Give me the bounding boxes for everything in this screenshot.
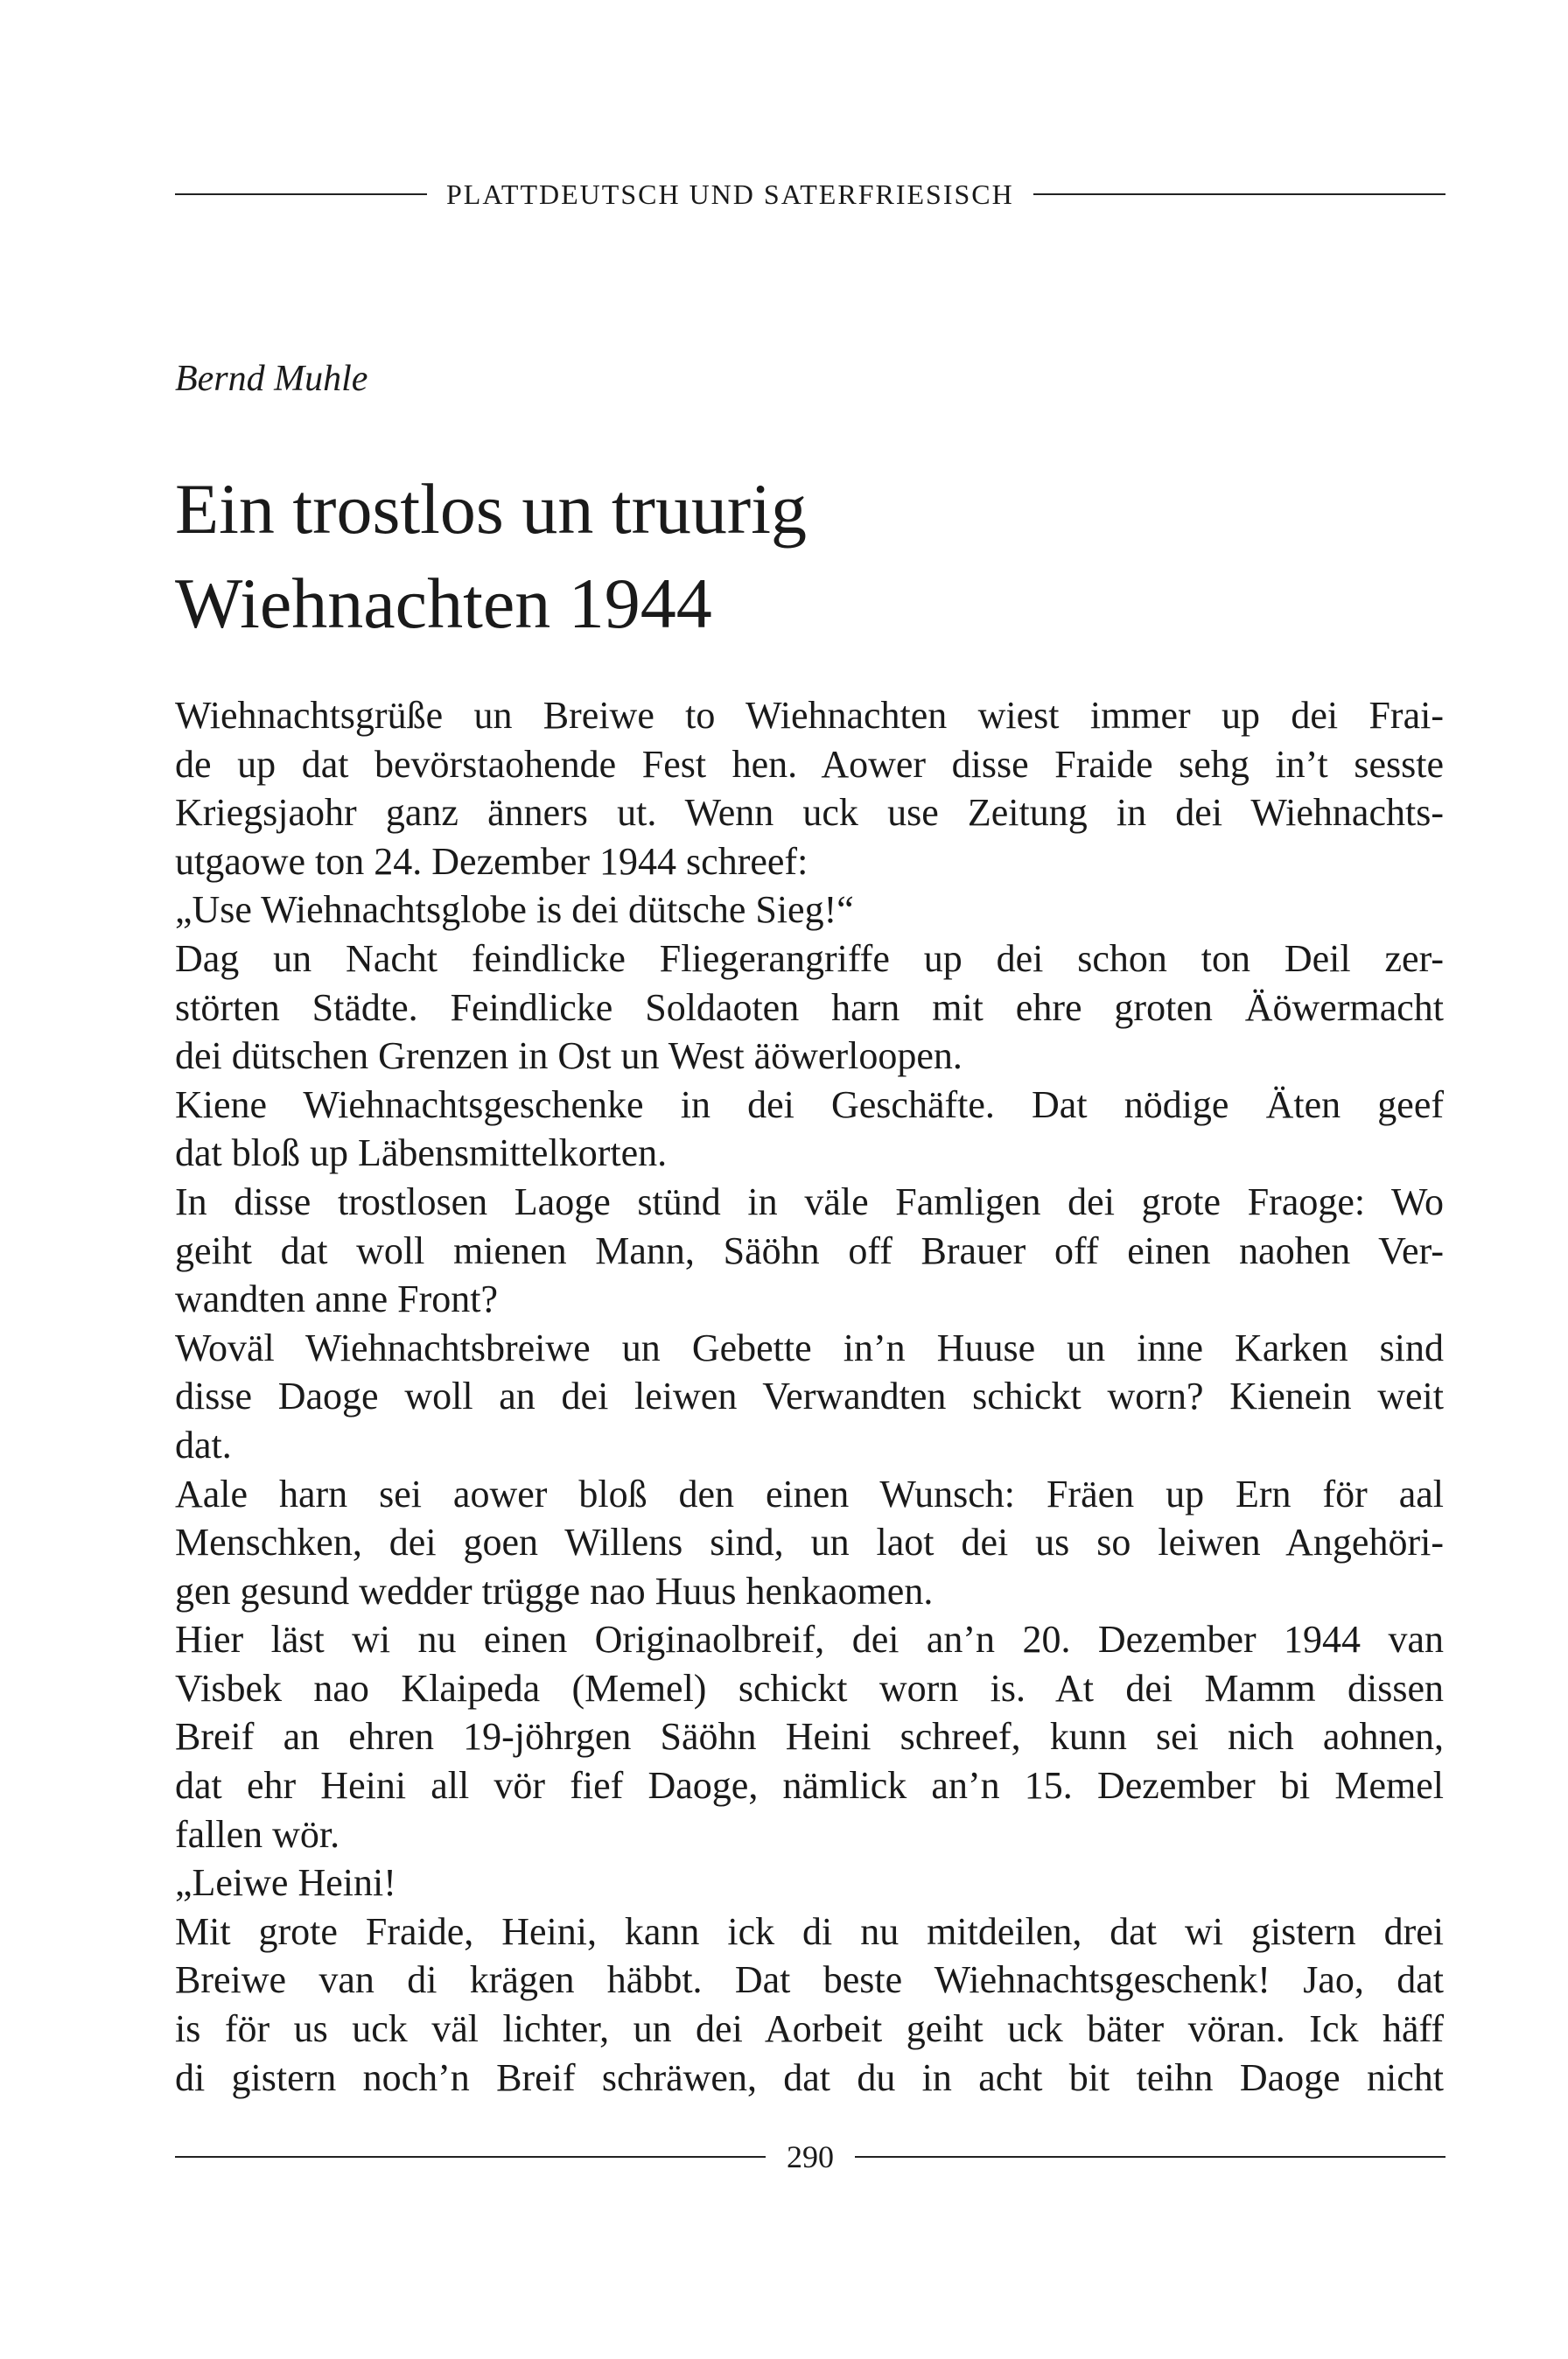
body-line: „Use Wiehnachtsglobe is dei dütsche Sieg!“ [175, 888, 854, 932]
article-body [175, 691, 1444, 2102]
body-line: Breiwe van di krägen häbbt. Dat beste Wiehnachtsgeschenk! Jao, dat [175, 1958, 1444, 2002]
running-header [175, 180, 1446, 208]
footer-rule-right [855, 2156, 1446, 2158]
body-line: Menschken, dei goen Willens sind, un laot dei us so leiwen Angehöri- [175, 1521, 1444, 1564]
body-line: dat. [175, 1423, 232, 1466]
body-line: Mit grote Fraide, Heini, kann ick di nu mitdeilen, dat wi gistern drei [175, 1909, 1444, 1953]
footer-rule-left [175, 2156, 766, 2158]
body-line: Aale harn sei aower bloß den einen Wunsch: Fräen up Ern för aal [175, 1472, 1444, 1516]
body-line: de up dat bevörstaohende Fest hen. Aower disse Fraide sehg in’t sesste [175, 742, 1444, 786]
body-line: In disse trostlosen Laoge stünd in väle Famligen dei grote Fraoge: Wo [175, 1180, 1444, 1223]
body-line: Woväl Wiehnachtsbreiwe un Gebette in’n Huuse un inne Karken sind [175, 1326, 1444, 1369]
body-line: disse Daoge woll an dei leiwen Verwandten schickt worn? Kienein weit [175, 1375, 1444, 1418]
body-line: Breif an ehren 19-jöhrgen Säöhn Heini schreef, kunn sei nich aohnen, [175, 1715, 1444, 1759]
body-line: Kiene Wiehnachtsgeschenke in dei Geschäfte. Dat nödige Äten geef [175, 1082, 1444, 1126]
header-rule-right [1033, 193, 1446, 195]
body-line: „Leiwe Heini! [175, 1861, 396, 1905]
body-line: Wiehnachtsgrüße un Breiwe to Wiehnachten wiest immer up dei Frai- [175, 694, 1444, 737]
header-rule-left [175, 193, 427, 195]
running-title: PLATTDEUTSCH UND SATERFRIESISCH [446, 178, 1014, 210]
body-line: Visbek nao Klaipeda (Memel) schickt worn is. At dei Mamm dissen [175, 1666, 1444, 1710]
body-line: dat bloß up Läbensmittelkorten. [175, 1131, 668, 1175]
title-line: Wiehnachten 1944 [175, 564, 712, 643]
body-line: is för us uck väl lichter, un dei Aorbeit geiht uck bäter vöran. Ick häff [175, 2007, 1444, 2051]
body-line: dat ehr Heini all vör fief Daoge, nämlick an’n 15. Dezember bi Memel [175, 1764, 1444, 1808]
body-line: dei dütschen Grenzen in Ost un West äöwerloopen. [175, 1034, 962, 1078]
page-number: 290 [787, 2139, 834, 2174]
body-line: di gistern noch’n Breif schräwen, dat du in acht bit teihn Daoge nicht [175, 2055, 1444, 2099]
body-line: wandten anne Front? [175, 1278, 498, 1321]
body-line: fallen wör. [175, 1812, 340, 1856]
body-line: Kriegsjaohr ganz änners ut. Wenn uck use Zeitung in dei Wiehnachts- [175, 791, 1444, 835]
title-line: Ein trostlos un truurig [175, 469, 808, 549]
body-line: Dag un Nacht feindlicke Fliegerangriffe up dei schon ton Deil zer- [175, 936, 1444, 980]
body-line: gen gesund wedder trügge nao Huus henkaomen. [175, 1569, 934, 1613]
article-title [175, 462, 1400, 651]
body-line: geiht dat woll mienen Mann, Säöhn off Brauer off einen naohen Ver- [175, 1228, 1444, 1272]
body-line: störten Städte. Feindlicke Soldaoten harn mit ehre groten Äöwermacht [175, 985, 1444, 1029]
body-line: utgaowe ton 24. Dezember 1944 schreef: [175, 839, 808, 883]
author-name: Bernd Muhle [175, 359, 368, 399]
body-line: Hier läst wi nu einen Originaolbreif, dei an’n 20. Dezember 1944 van [175, 1618, 1444, 1662]
page-footer [175, 2141, 1446, 2173]
